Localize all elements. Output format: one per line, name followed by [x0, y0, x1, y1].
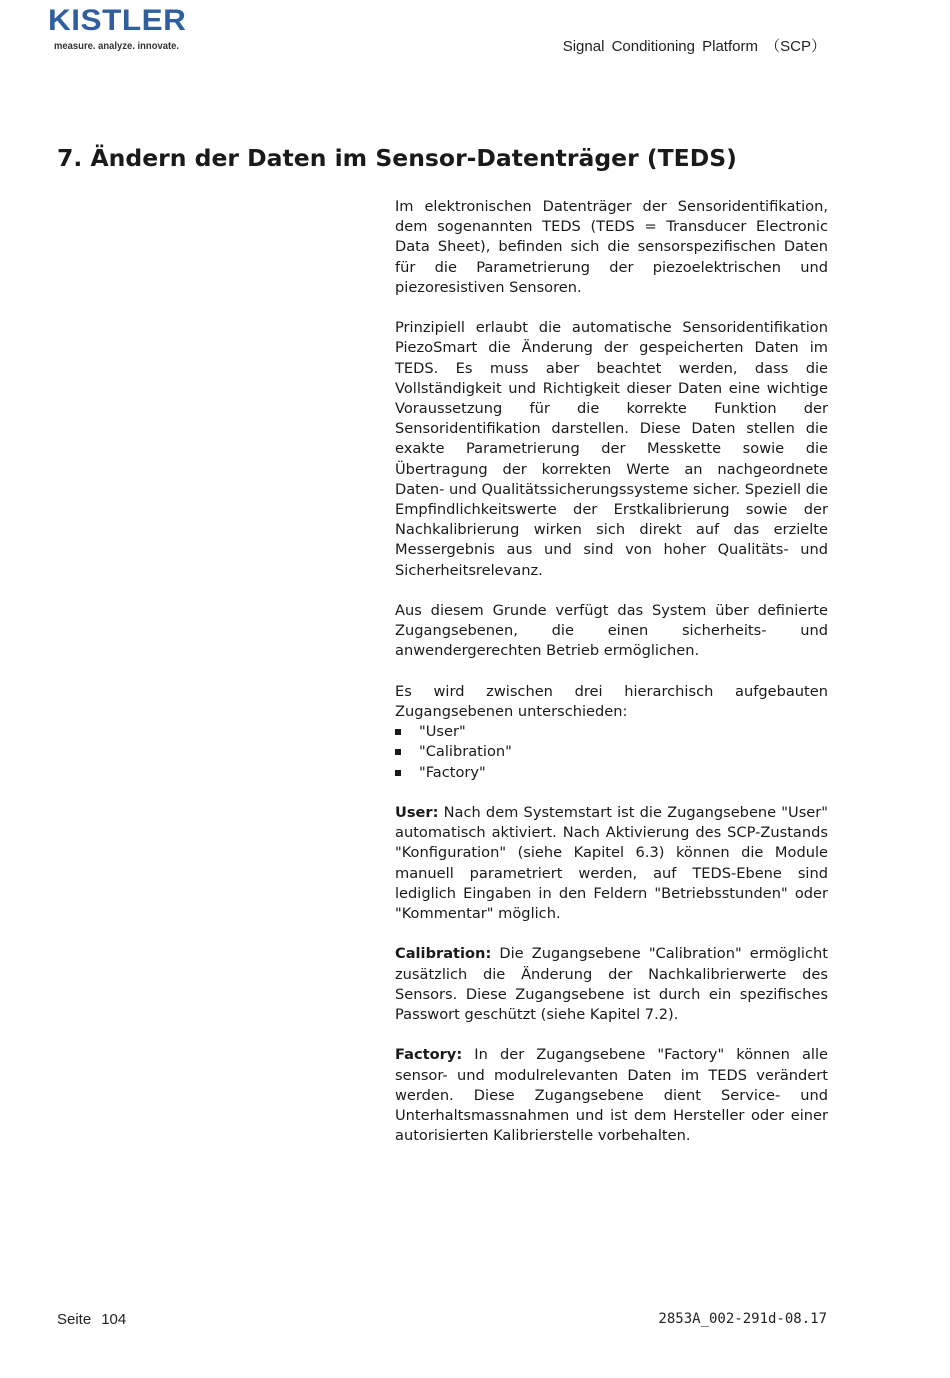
paragraph-hierarchy: Es wird zwischen drei hierarchisch aufgebauten Zugangsebenen unterschieden:	[395, 682, 828, 721]
logo-wordmark: KISTLER	[48, 4, 187, 37]
bullet-icon	[395, 770, 401, 776]
page-number-value: 104	[101, 1311, 127, 1328]
user-level-label: User:	[395, 804, 439, 822]
bullet-icon	[395, 729, 401, 735]
list-item-label: "Factory"	[419, 763, 486, 781]
page-number	[57, 1311, 126, 1328]
paragraph-user-level	[395, 803, 828, 924]
paragraph-access-levels: Aus diesem Grunde verfügt das System über definierte Zugangsebenen, die einen sicherheits- und anwendergerechten Betrieb ermöglichen.	[395, 602, 828, 660]
paragraph-calibration-level	[395, 944, 828, 1025]
list-item	[395, 742, 828, 762]
calibration-level-label: Calibration:	[395, 945, 492, 963]
paragraph-teds-intro: Im elektronischen Datenträger der Sensoridentifikation, dem sogenannten TEDS (TEDS = Transducer Electronic Data Sheet), befinden sich die sensorspezifischen Daten für die Parametrierung der piezoelektrischen und piezoresistiven Sensoren.	[395, 198, 828, 296]
list-item-label: "Calibration"	[419, 743, 512, 761]
list-item-label: "User"	[419, 723, 466, 741]
chapter-title: 7. Ändern der Daten im Sensor-Datenträger (TEDS)	[57, 144, 737, 172]
access-level-list	[395, 722, 828, 783]
bullet-icon	[395, 749, 401, 755]
document-header-title: Signal Conditioning Platform （SCP）	[562, 38, 826, 55]
list-item	[395, 722, 828, 742]
paragraph-piezosmart: Prinzipiell erlaubt die automatische Sensoridentifikation PiezoSmart die Änderung der gespeicherten Daten im TEDS. Es muss aber beachtet werden, dass die Vollständigkeit und Richtigkeit dieser Daten eine wichtige Voraussetzung für die korrekte Funktion der Sensoridentifikation darstellen. Diese Daten stellen die exakte Parametrierung der Messkette sowie die Übertragung der korrekten Werte an nachgeordnete Daten- und Qualitätssicherungssysteme sicher. Speziell die Empfindlichkeitswerte der Erstkalibrierung sowie der Nachkalibrierung wirken sich direkt auf das erzielte Messergebnis aus und sind von hoher Qualitäts- und Sicherheitsrelevanz.	[395, 319, 828, 579]
kistler-logo	[48, 4, 198, 52]
logo-tagline: measure. analyze. innovate.	[54, 40, 180, 52]
list-item	[395, 763, 828, 783]
body-text-column	[395, 197, 828, 1167]
user-level-text: Nach dem Systemstart ist die Zugangsebene "User" automatisch aktiviert. Nach Aktivierung des SCP-Zustands "Konfiguration" (siehe Kapitel 6.3) können die Module manuell parametriert werden, auf TEDS-Ebene sind lediglich Eingaben in den Feldern "Betriebsstunden" oder "Kommentar" möglich.	[395, 804, 828, 923]
paragraph-factory-level	[395, 1045, 828, 1146]
calibration-level-text: Die Zugangsebene "Calibration" ermöglicht zusätzlich die Änderung der Nachkalibrierwerte des Sensors. Diese Zugangsebene ist durch ein spezifisches Passwort geschützt (siehe Kapitel 7.2).	[395, 945, 828, 1024]
factory-level-label: Factory:	[395, 1046, 463, 1064]
page-label: Seite	[57, 1311, 92, 1328]
factory-level-text: In der Zugangsebene "Factory" können alle sensor- und modulrelevanten Daten im TEDS verändert werden. Diese Zugangsebene dient Service- und Unterhaltsmassnahmen und ist dem Hersteller oder einer autorisierten Kalibrierstelle vorbehalten.	[395, 1046, 828, 1145]
document-id: 2853A_002-291d-08.17	[658, 1311, 827, 1327]
